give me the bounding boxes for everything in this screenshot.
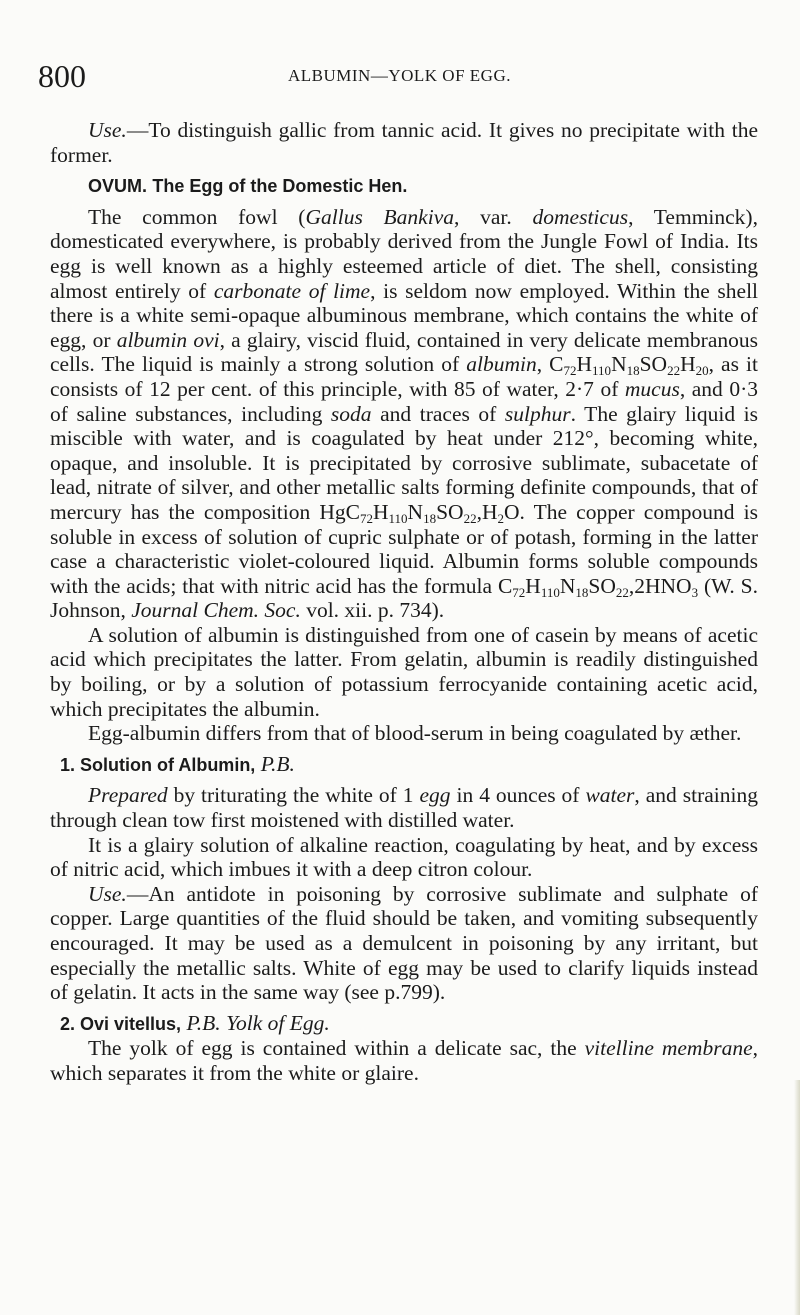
text-run: The yolk of egg is contained within a delicate sac, the [88, 1036, 585, 1061]
journal-citation: Journal Chem. Soc. [131, 598, 301, 623]
term-vitelline-membrane: vitelline membrane [584, 1036, 753, 1061]
yolk-paragraph [50, 1036, 758, 1085]
text-run: , var. [454, 204, 533, 229]
glairy-paragraph: It is a glairy solution of alkaline reaction, coagulating by heat, and by excess of nitric acid, which imbues it with a deep citron colour. [50, 832, 758, 882]
running-title: ALBUMIN—YOLK OF EGG. [288, 66, 511, 85]
text-run: , [536, 352, 550, 377]
use-label: Use. [88, 118, 127, 142]
term-sulphur: sulphur [504, 401, 571, 426]
page-edge-shadow [794, 1080, 800, 1315]
text-run: , Temminck), domesticated everywhere, is probably derived from the Jungle Fowl of India. Its egg is well known as a highly esteemed article of diet. The shell, consisting almost entirely of [50, 204, 758, 303]
page-header [38, 58, 770, 98]
latin-name: Gallus Bankiva [305, 204, 454, 229]
text-run: , a glairy, viscid fluid, contained in very delicate membranous cells. The liquid is mainly a strong solution of [50, 327, 758, 377]
term-mucus: mucus [624, 376, 680, 401]
use-paragraph-gallic [50, 118, 758, 167]
ovum-heading [50, 173, 758, 199]
term-albumin-ovi: albumin ovi [116, 327, 220, 352]
text-run: , and 0·3 of saline substances, including [50, 376, 758, 426]
term-carbonate: carbonate of lime [213, 278, 371, 303]
casein-paragraph: A solution of albumin is distinguished from one of casein by means of acetic acid which precipitates the latter. From gelatin, albumin is readily distinguished by boiling, or by a solution of potassium ferrocyanide containing acetic acid, which precipitates the albumin. [50, 622, 758, 721]
ovum-title: The Egg of the Domestic Hen. [152, 176, 408, 197]
prepared-label: Prepared [88, 783, 168, 808]
text-run: vol. xii. p. 734). [300, 598, 445, 623]
section-solution-of-albumin [50, 752, 758, 778]
formula-nitric: $C_{72}H_{110}N_{18}SO_{22},2HNO_3$ [497, 573, 699, 600]
text-run: by triturating the white of 1 [167, 783, 420, 808]
text-run: . The copper compound is soluble in excess of solution of cupric sulphate or of potash, forming in the latter case a characteristic violet-coloured liquid. Albumin forms soluble compounds with the acids; that with nitric acid has the formula [50, 499, 759, 598]
text-run: The common fowl ( [88, 204, 306, 229]
pharmacopoeia-tag: P.B. [186, 1010, 221, 1035]
pharmacopoeia-tag: P.B. [260, 751, 295, 776]
term-water: water [585, 783, 635, 808]
text-run: in 4 ounces of [450, 783, 586, 808]
formula-albumin: $C_{72}H_{110}N_{18}SO_{22}H_{20}$ [549, 352, 709, 379]
text-run: and traces of [371, 401, 505, 426]
use-text: —An antidote in poisoning by corrosive sublimate and sulphate of copper. Large quantities of the fluid should be taken, and vomiting subsequently encouraged. It may be used as a demulcent in poisoning by any irritant, but especially the metallic salts. White of egg may be used to clarify liquids instead of gelatin. It acts in the same way (see p.799). [50, 881, 758, 1005]
term-egg: egg [419, 783, 451, 808]
ovum-description [50, 205, 758, 623]
latin-variety: domesticus [532, 204, 629, 229]
text-run: (W. S. Johnson, [50, 573, 758, 623]
section-ovi-vitellus [50, 1011, 758, 1037]
body-text [50, 118, 758, 1086]
text-run: , as it consists of 12 per cent. of this principle, with 85 of water, 2·7 of [50, 352, 758, 401]
text-run: , and straining through clean tow first moistened with distilled water. [50, 783, 758, 833]
section-title: 1. Solution of Albumin, [60, 754, 256, 775]
term-albumin: albumin [466, 352, 537, 377]
text-run: , is seldom now employed. Within the shell there is a white semi-opaque albuminous membrane, which contains the white of egg, or [50, 278, 759, 352]
blood-serum-paragraph: Egg-albumin differs from that of blood-serum in being coagulated by æther. [88, 721, 742, 746]
use-text: —To distinguish gallic from tannic acid. It gives no precipitate with the former. [50, 118, 758, 167]
section-subtitle: Yolk of Egg. [226, 1010, 330, 1035]
use-label: Use. [88, 881, 127, 906]
text-run: , which separates it from the white or glaire. [50, 1036, 758, 1085]
ovum-label: OVUM. [88, 176, 148, 197]
formula-mercury: $HgC_{72}H_{110}N_{18}SO_{22},H_2O$ [319, 499, 520, 526]
use-paragraph-antidote [50, 882, 758, 1005]
page-number: 800 [38, 58, 86, 94]
text-run: . The glairy liquid is miscible with water, and is coagulated by heat under 212°, becoming white, opaque, and insoluble. It is precipitated by corrosive sublimate, subacetate of lead, nitrate of silver, and other metallic salts forming definite compounds, that of mercury has the composition [50, 401, 758, 524]
term-soda: soda [330, 401, 372, 426]
prepared-paragraph [50, 783, 758, 832]
section-title: 2. Ovi vitellus, [60, 1013, 182, 1034]
